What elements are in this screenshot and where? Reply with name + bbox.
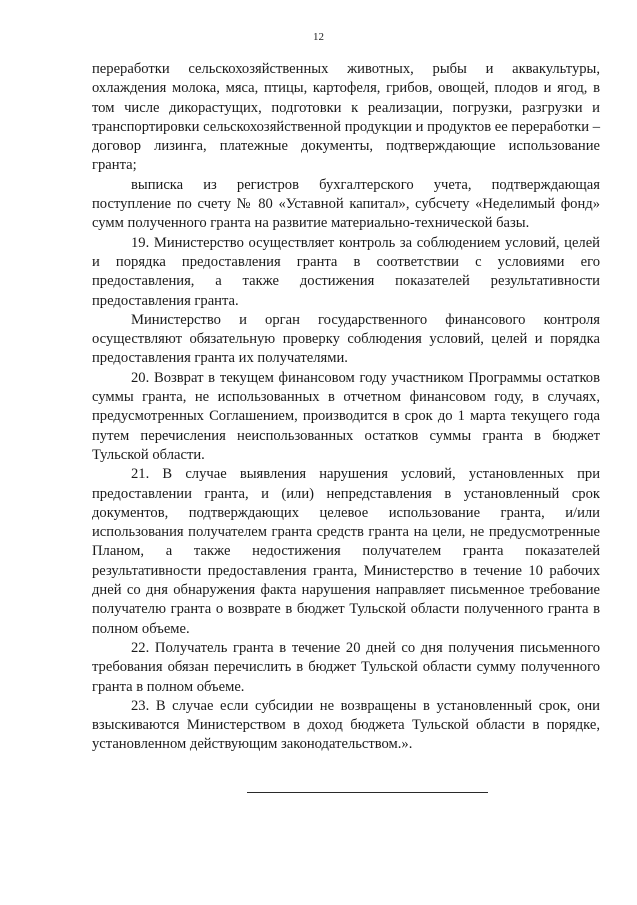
end-separator-line [247,792,488,793]
paragraph-23: 23. В случае если субсидии не возвращены в установленный срок, они взыскиваются Министерством в доход бюджета Тульской области в порядке, установленном действующим законодательством.». [92,697,600,753]
paragraph-20: 20. Возврат в текущем финансовом году участником Программы остатков суммы гранта, не использованных в отчетном финансовом году, в случаях, предусмотренных Соглашением, производится в срок до 1 марта текущего года путем перечисления неиспользованных остатков суммы гранта в бюджет Тульской области. [92,369,600,463]
paragraph-21: 21. В случае выявления нарушения условий, установленных при предоставлении гранта, и (или) непредставления в установленный срок документов, подтверждающих целевое использование гранта, и/или использования получателем гранта средств гранта на цели, не предусмотренные Планом, а также недостижения получателем гранта показателей результативности предоставления гранта, Министерство в течение 10 рабочих дней со дня обнаружения факта нарушения направляет письменное требование получателю гранта о возврате в бюджет Тульской области полученного гранта в полном объеме. [92,466,600,637]
paragraph-19-control: Министерство и орган государственного финансового контроля осуществляют обязательную проверку соблюдения условий, целей и порядка предоставления гранта их получателями. [92,311,600,367]
document-body [92,60,600,755]
paragraph-19: 19. Министерство осуществляет контроль за соблюдением условий, целей и порядка предоставления гранта в соответствии с условиями его предоставления, а также достижения показателей результативности предоставления гранта. [92,234,600,309]
paragraph-22: 22. Получатель гранта в течение 20 дней со дня получения письменного требования обязан перечислить в бюджет Тульской области сумму полученного гранта в полном объеме. [92,639,600,695]
paragraph-accounting-extract: выписка из регистров бухгалтерского учета, подтверждающая поступление по счету № 80 «Уставной капитал», субсчету «Неделимый фонд» сумм полученного гранта на развитие материально-технической базы. [92,176,600,232]
page-number: 12 [313,31,324,43]
paragraph-continuation: переработки сельскохозяйственных животных, рыбы и аквакультуры, охлаждения молока, мяса, птицы, картофеля, грибов, овощей, плодов и ягод, в том числе дикорастущих, подготовки к реализации, погрузки, разгрузки и транспортировки сельскохозяйственной продукции и продуктов ее переработки – договор лизинга, платежные документы, подтверждающие использование гранта; [92,61,600,174]
